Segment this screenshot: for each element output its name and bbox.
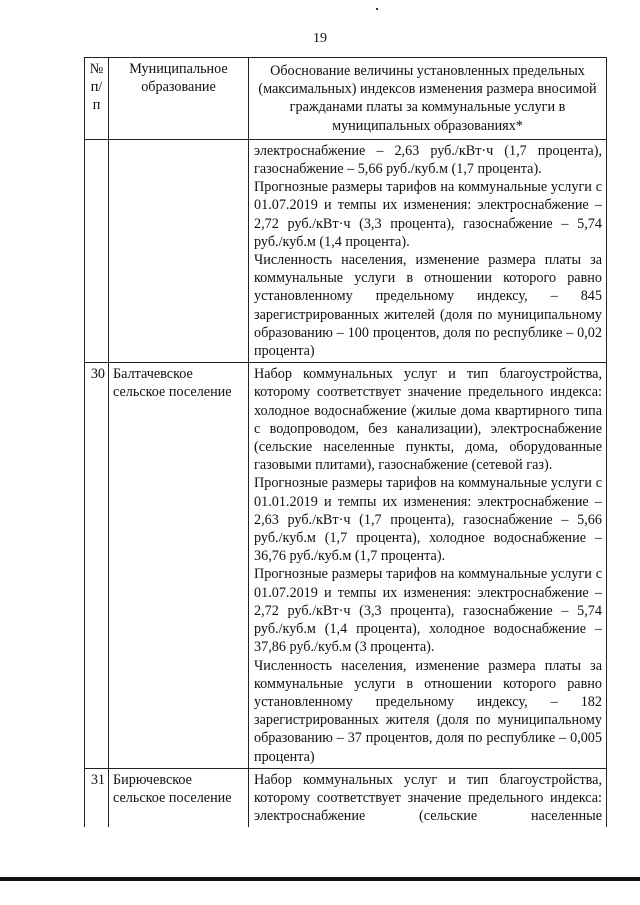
header-justification: Обоснование величины установленных предельных (максимальных) индексов изменения размера вносимой гражданами платы за коммунальные услуги в муниципальных образованиях* (258, 63, 597, 134)
row-justification (249, 363, 606, 767)
row-number: 30 (85, 363, 109, 767)
scan-speck (376, 8, 378, 10)
scan-edge (0, 877, 640, 881)
table-row-31 (85, 768, 606, 828)
paragraph: Набор коммунальных услуг и тип благоустройства, которому соответствует значение предельного индекса: холодное водоснабжение (жилые дома квартирного типа с водопроводом, без канализации), электроснабжение (сельские населенные пункты, дома, оборудованные газовыми плитами), газоснабжение (сетевой газ). (254, 366, 602, 474)
table-row-30 (85, 362, 606, 767)
header-municipality: Муниципальное образование (109, 58, 249, 139)
paragraph: Набор коммунальных услуг и тип благоустройства, которому соответствует значение предельного индекса: электроснабжение (сельские населенные (254, 771, 602, 825)
row-number: 31 (85, 769, 109, 828)
paragraph: Прогнозные размеры тарифов на коммунальные услуги с 01.07.2019 и темпы их изменения: электроснабжение – 2,72 руб./кВт·ч (3,3 процента), газоснабжение – 5,74 руб./куб.м (1,4 процента). (254, 179, 602, 250)
paragraph: электроснабжение – 2,63 руб./кВт·ч (1,7 процента), газоснабжение – 5,66 руб./куб.м (1,7 процента). (254, 142, 602, 178)
paragraph: Прогнозные размеры тарифов на коммунальные услуги с 01.01.2019 и темпы их изменения: электроснабжение – 2,63 руб./кВт·ч (1,7 процента), газоснабжение – 5,66 руб./куб.м (1,7 процента), холодное водоснабжение – 36,76 руб./куб.м (1,7 процента). (254, 475, 602, 565)
paragraph: Прогнозные размеры тарифов на коммунальные услуги с 01.07.2019 и темпы их изменения: электроснабжение – 2,72 руб./кВт·ч (3,3 процента), газоснабжение – 5,74 руб./куб.м (1,4 процента), холодное водоснабжение – 37,86 руб./куб.м (3 процента). (254, 566, 602, 656)
row-justification (249, 769, 606, 828)
table-header-row (85, 57, 606, 139)
paragraph: Численность населения, изменение размера платы за коммунальные услуги в отношении которого равно установленному предельному индексу, – 182 зарегистрированных жителя (доля по муниципальному образованию – 37 процентов, доля по республике – 0,005 процента) (254, 657, 602, 765)
header-number: № п/п (85, 58, 109, 139)
row-municipality: Балтачевское сельское поселение (109, 363, 249, 767)
paragraph: Численность населения, изменение размера платы за коммунальные услуги в отношении которого равно установленному предельному индексу, – 845 зарегистрированных жителей (доля по муниципальному образованию – 100 процентов, доля по республике – 0,02 процента) (254, 252, 602, 360)
row-municipality (109, 140, 249, 362)
row-number (85, 140, 109, 362)
row-municipality: Бирючевское сельское поселение (109, 769, 249, 828)
table-row-continued (85, 139, 606, 362)
row-justification (249, 140, 606, 362)
page-number: 19 (313, 31, 327, 46)
tariff-table (84, 57, 607, 827)
